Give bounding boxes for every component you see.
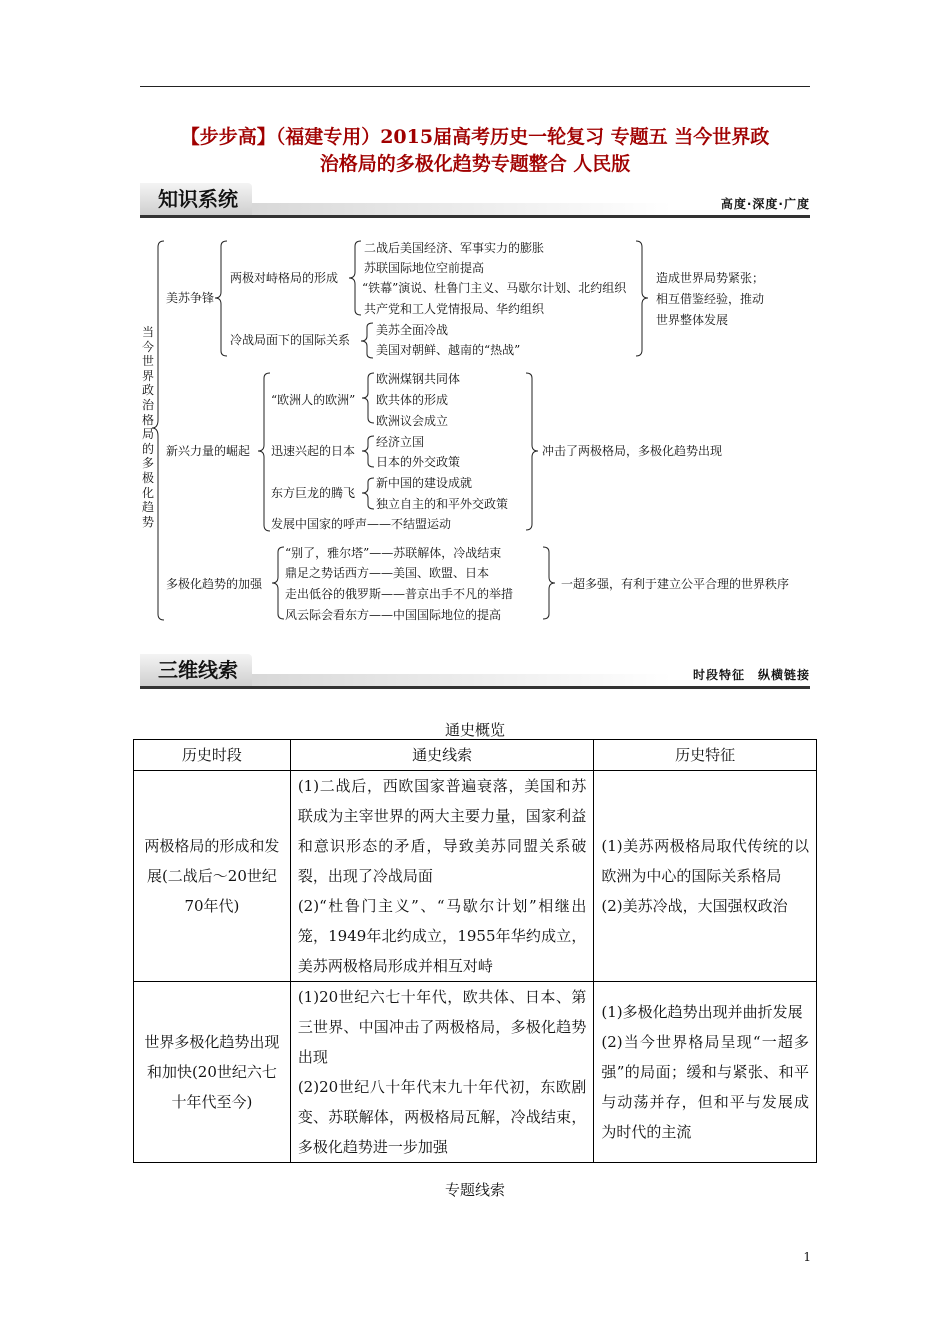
clue-item: (1)20世纪六七十年代，欧共体、日本、第三世界、中国冲击了两极格局，多极化趋势出现 [297,988,587,1066]
branch-3-item: 走出低谷的俄罗斯——普京出手不凡的举措 [285,587,514,601]
brace-b2-s2 [362,436,374,467]
branch-1-sub-1-item: 苏联国际地位空前提高 [364,261,485,275]
branch-1-result-line: 世界整体发展 [656,313,729,327]
branch-2-sub-4-label: 发展中国家的呼声——不结盟运动 [271,517,452,531]
table-row [134,982,817,1163]
brace-b2-result [526,373,538,530]
brace-b1-s2 [361,323,373,358]
footer-caption: 专题线索 [444,1181,505,1199]
brace-b1 [215,241,227,356]
branch-3-item: 风云际会看东方——中国国际地位的提高 [285,608,502,622]
column-header: 历史时段 [134,740,291,771]
branch-3-result: 一超多强，有利于建立公平合理的世界秩序 [561,577,790,591]
section-subtitle: 时段特征 纵横链接 [692,668,810,682]
feature-item: (2)当今世界格局呈现“一超多强”的局面；缓和与紧张、和平与动荡并存，但和平与发展成为时代的主流 [601,1033,809,1141]
branch-2-sub-3-item: 新中国的建设成就 [376,476,473,490]
section-banner-threads [140,654,810,694]
branch-2-sub-2-item: 经济立国 [376,435,425,449]
branch-3-item: 鼎足之势话西方——美国、欧盟、日本 [285,566,490,580]
section-subtitle: 高度·深度·广度 [720,197,810,211]
period-cell: 两极格局的形成和发展(二战后～20世纪70年代) [134,771,291,982]
section-title: 知识系统 [140,183,252,215]
branch-1-sub-1-item: “铁幕”演说、杜鲁门主义、马歇尔计划、北约组织 [362,281,627,295]
branch-1-sub-1-item: 二战后美国经济、军事实力的膨胀 [364,241,545,255]
brace-b1-s1 [349,241,361,315]
section-title: 三维线索 [140,654,252,686]
feature-item: (1)美苏两极格局取代传统的以欧洲为中心的国际关系格局 [601,837,809,885]
features-cell [594,771,817,982]
feature-item: (2)美苏冷战，大国强权政治 [601,897,788,915]
branch-2-sub-2-label: 迅速兴起的日本 [271,444,356,458]
brace-b3-result [543,547,555,619]
history-overview-table [133,739,817,1163]
clue-item: (2)“杜鲁门主义”、“马歇尔计划”相继出笼，1949年北约成立，1955年华约成立，美苏两极格局形成并相互对峙 [297,897,587,975]
column-header: 通史线索 [290,740,594,771]
clue-item: (1)二战后，西欧国家普遍衰落，美国和苏联成为主宰世界的两大主要力量，国家利益和意识形态的矛盾，导致美苏同盟关系破裂，出现了冷战局面 [297,777,587,885]
branch-2-result: 冲击了两极格局，多极化趋势出现 [542,444,723,458]
branch-2-sub-3-item: 独立自主的和平外交政策 [376,497,509,511]
features-cell [594,982,817,1163]
clues-cell [290,982,594,1163]
branch-2-sub-2-item: 日本的外交政策 [376,455,461,469]
branch-3-label: 多极化趋势的加强 [166,577,263,591]
period-cell: 世界多极化趋势出现和加快(20世纪六七十年代至今) [134,982,291,1163]
branch-1-result-line: 造成世界局势紧张； [656,271,765,285]
brace-b3 [272,547,284,619]
brace-b1-result [636,241,648,356]
page-number: 1 [803,1250,811,1264]
branch-2-label: 新兴力量的崛起 [166,444,251,458]
table-row [134,771,817,982]
branch-2-sub-3-label: 东方巨龙的腾飞 [271,486,356,500]
brace-b2-s1 [362,373,374,423]
table-header-row [134,740,817,771]
title-line-1: 【步步高】（福建专用）2015届高考历史一轮复习 专题五 当今世界政 [180,126,770,148]
branch-2-sub-1-item: 欧洲议会成立 [376,414,449,428]
clues-cell [290,771,594,982]
branch-1-sub-1-item: 共产党和工人党情报局、华约组织 [364,302,545,316]
branch-3-item: “别了，雅尔塔”——苏联解体，冷战结束 [285,546,502,560]
brace-b2 [258,373,270,531]
table-caption: 通史概览 [444,721,505,739]
clue-item: (2)20世纪八十年代末九十年代初，东欧剧变、苏联解体，两极格局瓦解，冷战结束，多极化趋势进一步加强 [297,1078,587,1156]
brace-b2-s3 [362,478,374,509]
branch-1-sub-2-label: 冷战局面下的国际关系 [230,333,351,347]
branch-1-label: 美苏争锋 [166,291,215,305]
branch-2-sub-1-label: “欧洲人的欧洲” [271,393,356,407]
branch-2-sub-1-item: 欧洲煤钢共同体 [376,372,461,386]
branch-1-sub-2-item: 美苏全面冷战 [376,323,449,337]
column-header: 历史特征 [594,740,817,771]
branch-1-result-line: 相互借鉴经验，推动 [656,292,765,306]
branch-2-sub-1-item: 欧共体的形成 [376,393,449,407]
branch-1-sub-2-item: 美国对朝鲜、越南的“热战” [376,343,521,357]
mindmap-root: 当今世界政治格局的多极化趋势 [141,325,154,529]
branch-1-sub-1-label: 两极对峙格局的形成 [230,271,339,285]
feature-item: (1)多极化趋势出现并曲折发展 [601,1003,803,1021]
title-line-2: 治格局的多极化趋势专题整合 人民版 [319,153,631,175]
